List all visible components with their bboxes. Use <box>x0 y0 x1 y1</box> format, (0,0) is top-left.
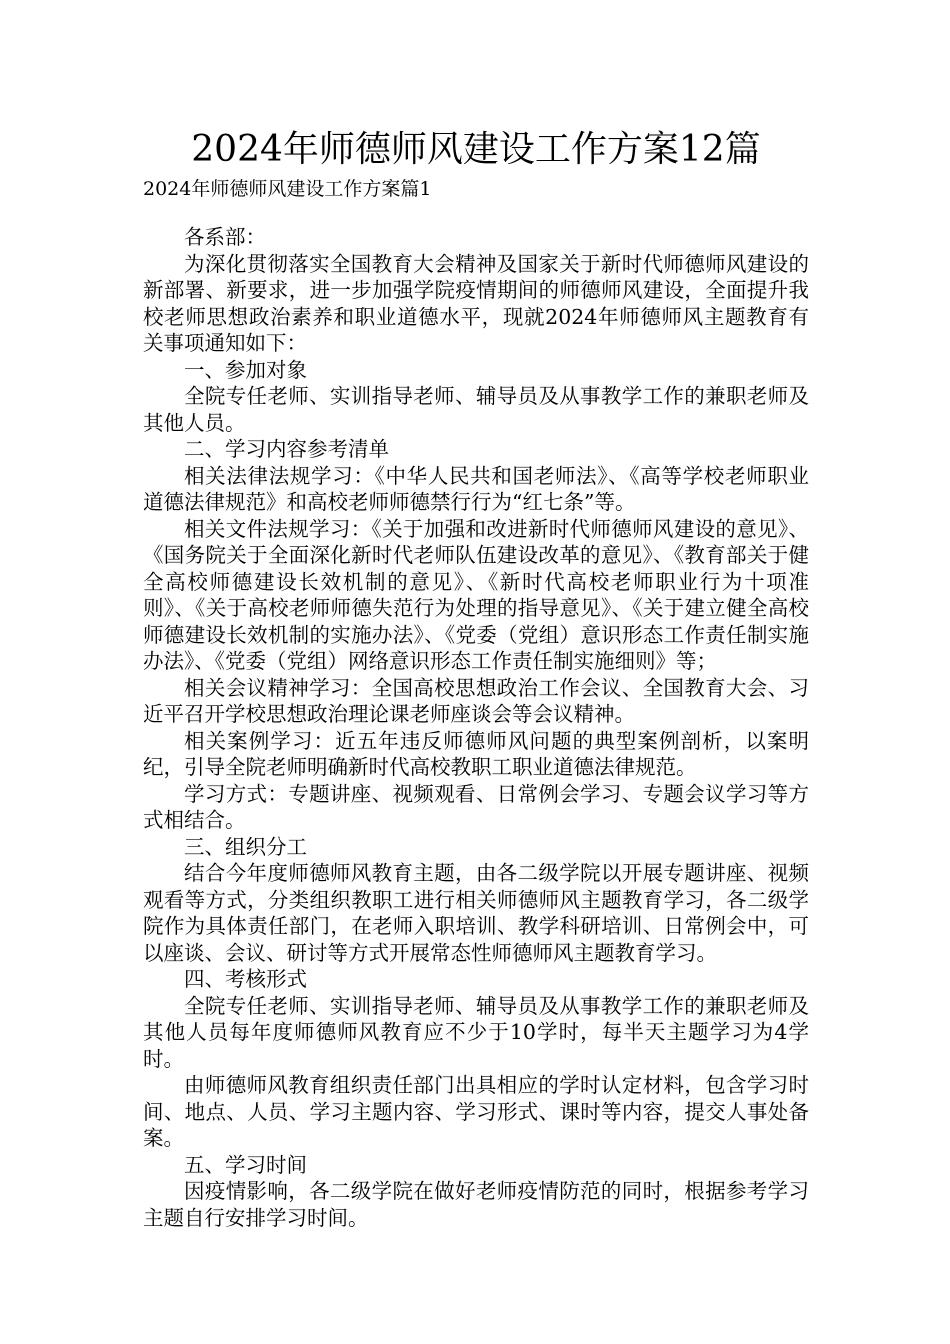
document-body <box>143 224 809 1231</box>
body-paragraph: 相关案例学习：近五年违反师德师风问题的典型案例剖析，以案明纪，引导全院老师明确新时代高校教职工职业道德法律规范。 <box>143 728 809 779</box>
body-paragraph: 因疫情影响，各二级学院在做好老师疫情防范的同时，根据参考学习主题自行安排学习时间。 <box>143 1179 809 1230</box>
body-paragraph: 相关文件法规学习：《关于加强和改进新时代师德师风建设的意见》、《国务院关于全面深化新时代老师队伍建设改革的意见》、《教育部关于健全高校师德建设长效机制的意见》、《新时代高校老师职业行为十项准则》、《关于高校老师师德失范行为处理的指导意见》、《关于建立健全高校师德建设长效机制的实施办法》、《党委（党组）意识形态工作责任制实施办法》、《党委（党组）网络意识形态工作责任制实施细则》等； <box>143 516 809 673</box>
section-heading: 五、学习时间 <box>184 1152 307 1177</box>
document-page <box>143 126 809 1231</box>
body-paragraph: 结合今年度师德师风教育主题，由各二级学院以开展专题讲座、视频观看等方式，分类组织教职工进行相关师德师风主题教育学习，各二级学院作为具体责任部门，在老师入职培训、教学科研培训、日常例会中，可以座谈、会议、研讨等方式开展常态性师德师风主题教育学习。 <box>143 861 809 965</box>
document-title: 2024年师德师风建设工作方案12篇 <box>191 129 761 170</box>
body-paragraph: 相关会议精神学习：全国高校思想政治工作会议、全国教育大会、习近平召开学校思想政治理论课老师座谈会等会议精神。 <box>143 675 809 726</box>
section-heading: 三、组织分工 <box>184 834 307 859</box>
body-paragraph: 由师德师风教育组织责任部门出具相应的学时认定材料，包含学习时间、地点、人员、学习主题内容、学习形式、课时等内容，提交人事处备案。 <box>143 1073 809 1150</box>
body-paragraph: 全院专任老师、实训指导老师、辅导员及从事教学工作的兼职老师及其他人员每年度师德师风教育应不少于10学时，每半天主题学习为4学时。 <box>143 993 809 1071</box>
body-paragraph: 学习方式：专题讲座、视频观看、日常例会学习、专题会议学习等方式相结合。 <box>143 781 809 832</box>
section-heading: 一、参加对象 <box>184 357 307 382</box>
body-paragraph: 各系部： <box>184 225 266 249</box>
section-heading: 二、学习内容参考清单 <box>184 437 389 461</box>
body-paragraph: 相关法律法规学习：《中华人民共和国老师法》、《高等学校老师职业道德法律规范》和高校老师师德禁行行为“红七条”等。 <box>143 463 809 514</box>
section-heading: 四、考核形式 <box>184 967 307 991</box>
body-paragraph: 全院专任老师、实训指导老师、辅导员及从事教学工作的兼职老师及其他人员。 <box>143 384 809 435</box>
document-subtitle: 2024年师德师风建设工作方案篇1 <box>143 178 432 200</box>
body-paragraph: 为深化贯彻落实全国教育大会精神及国家关于新时代师德师风建设的新部署、新要求，进一步加强学院疫情期间的师德师风建设，全面提升我校老师思想政治素养和职业道德水平，现就2024年师德师风主题教育有关事项通知如下： <box>143 251 809 355</box>
